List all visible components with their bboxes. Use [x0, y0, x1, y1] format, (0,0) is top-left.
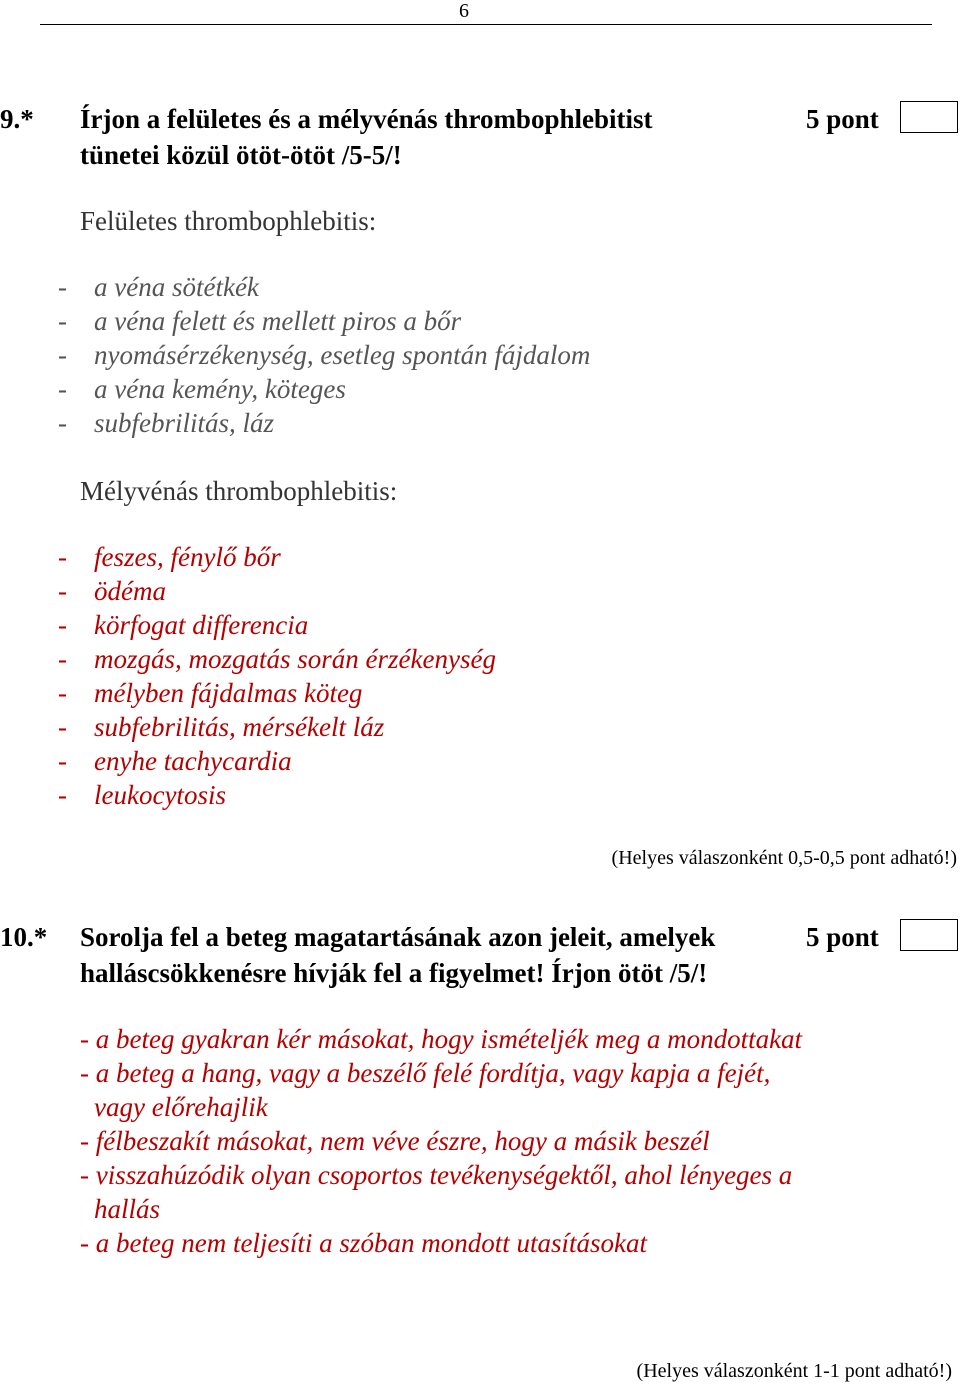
question-9-number: 9.*: [0, 104, 34, 134]
answer-line: - félbeszakít másokat, nem véve észre, hogy a másik beszél: [80, 1126, 710, 1156]
question-9-text-line1: Írjon a felületes és a mélyvénás thrombophlebitist: [80, 104, 653, 134]
deep-item: - enyhe tachycardia: [58, 746, 292, 776]
deep-item: - subfebrilitás, mérsékelt láz: [58, 712, 385, 742]
answer-line-continuation: vagy előrehajlik: [94, 1092, 268, 1122]
answer-line: - a beteg nem teljesíti a szóban mondott utasításokat: [80, 1228, 647, 1258]
superficial-item: - a véna felett és mellett piros a bőr: [58, 306, 462, 336]
superficial-item: - subfebrilitás, láz: [58, 408, 275, 438]
question-9-score-box[interactable]: [900, 101, 958, 133]
superficial-heading: Felületes thrombophlebitis:: [80, 206, 377, 236]
header-divider: [40, 24, 932, 25]
deep-item: - ödéma: [58, 576, 166, 606]
superficial-item: - a véna sötétkék: [58, 272, 259, 302]
question-9-scoring-note: (Helyes válaszonként 0,5-0,5 pont adható!): [611, 847, 957, 869]
deep-item: - mozgás, mozgatás során érzékenység: [58, 644, 496, 674]
question-10-text-line1: Sorolja fel a beteg magatartásának azon jeleit, amelyek: [80, 922, 716, 952]
question-10-number: 10.*: [0, 922, 48, 952]
question-10-points: 5 pont: [806, 922, 879, 952]
deep-item: - feszes, fénylő bőr: [58, 542, 281, 572]
superficial-item: - a véna kemény, köteges: [58, 374, 346, 404]
question-10-scoring-note: (Helyes válaszonként 1-1 pont adható!): [636, 1360, 952, 1382]
superficial-item: - nyomásérzékenység, esetleg spontán fájdalom: [58, 340, 591, 370]
answer-line-continuation: hallás: [94, 1194, 161, 1224]
answer-line: - a beteg a hang, vagy a beszélő felé fordítja, vagy kapja a fejét,: [80, 1058, 771, 1088]
page-number: 6: [459, 0, 469, 22]
question-9-points: 5 pont: [806, 104, 879, 134]
deep-item: - körfogat differencia: [58, 610, 309, 640]
deep-item: - mélyben fájdalmas köteg: [58, 678, 363, 708]
answer-line: - visszahúzódik olyan csoportos tevékenységektől, ahol lényeges a: [80, 1160, 793, 1190]
question-9-text-line2: tünetei közül ötöt-ötöt /5-5/!: [80, 140, 402, 170]
question-10-score-box[interactable]: [900, 919, 958, 951]
deep-heading: Mélyvénás thrombophlebitis:: [80, 476, 398, 506]
question-10-text-line2: halláscsökkenésre hívják fel a figyelmet! Írjon ötöt /5/!: [80, 958, 708, 988]
deep-item: - leukocytosis: [58, 780, 226, 810]
answer-line: - a beteg gyakran kér másokat, hogy ismételjék meg a mondottakat: [80, 1024, 803, 1054]
